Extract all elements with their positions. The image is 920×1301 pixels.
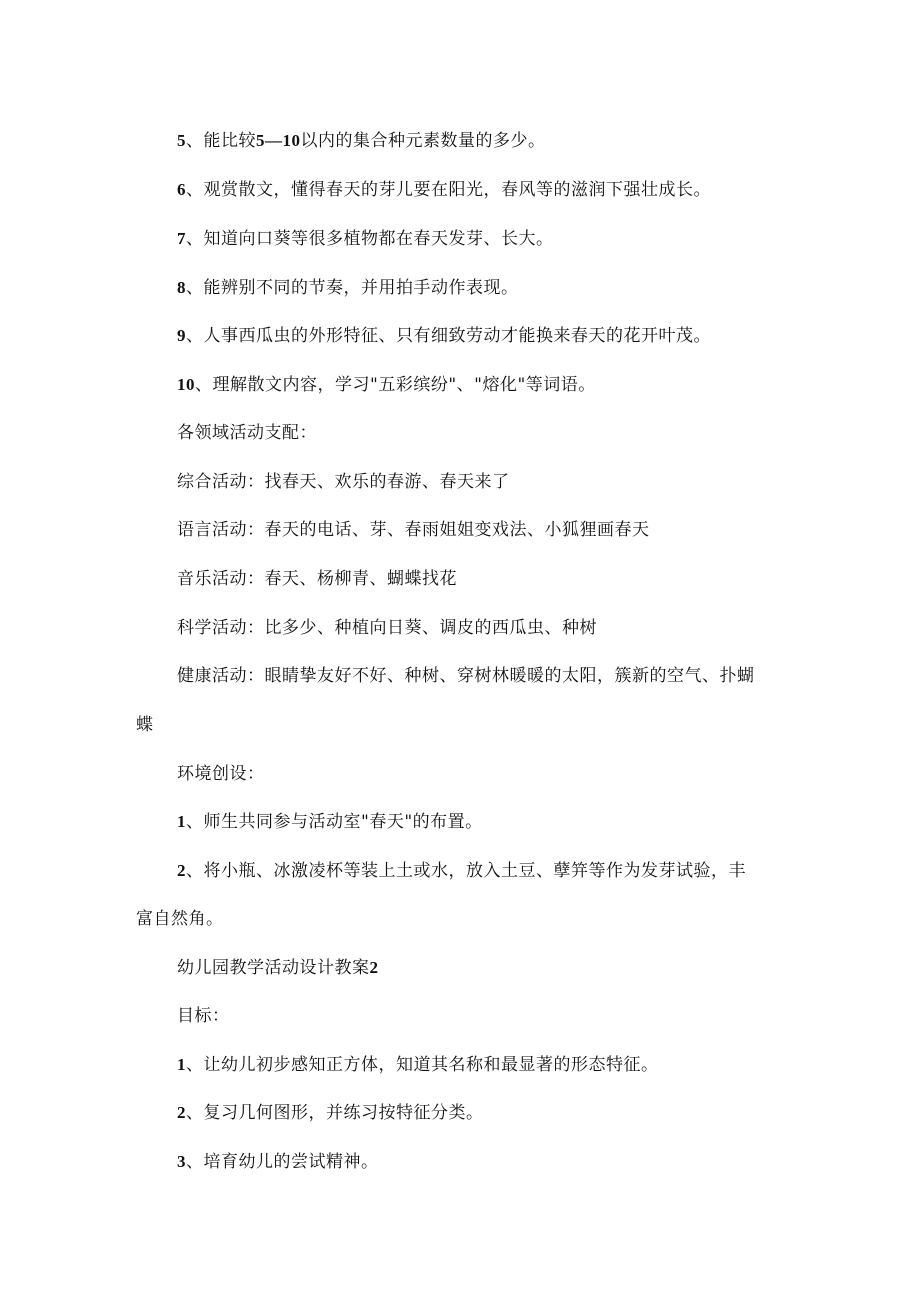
list-item — [177, 1053, 659, 1077]
item-number: 6 — [177, 180, 186, 199]
item-text: 、观赏散文，懂得春天的芽儿要在阳光，春风等的滋润下强壮成长。 — [186, 180, 711, 200]
item-text: 、将小瓶、冰激凌杯等装上土或水，放入土豆、孽笄等作为发芽试验，丰 — [186, 861, 746, 881]
activity-line: 综合活动：找春天、欢乐的春游、春天来了 — [177, 472, 510, 492]
list-item — [177, 859, 746, 883]
list-item — [177, 1150, 379, 1174]
item-number: 1 — [177, 812, 186, 831]
activity-line-continued: 蝶 — [136, 715, 154, 735]
list-item — [177, 129, 546, 153]
plan-title-text: 幼儿园教学活动设计教案 — [177, 958, 370, 978]
list-item — [177, 324, 711, 348]
section-heading: 各领域活动支配： — [177, 423, 317, 443]
item-number: 1 — [177, 1055, 186, 1074]
item-number: 8 — [177, 278, 186, 297]
plan-number: 2 — [369, 958, 379, 977]
item-number: 2 — [177, 861, 186, 880]
item-text: 、培育幼儿的尝试精神。 — [186, 1152, 379, 1172]
item-number: 5 — [177, 131, 186, 150]
list-item-continued: 富自然角。 — [136, 909, 224, 929]
list-item — [177, 373, 596, 397]
activity-line: 科学活动：比多少、种植向日葵、调皮的西瓜虫、种树 — [177, 618, 597, 638]
item-text: 、人事西瓜虫的外形特征、只有细致劳动才能换来春天的花开叶茂。 — [186, 326, 711, 346]
item-text: 、让幼儿初步感知正方体，知道其名称和最显著的形态特征。 — [186, 1055, 659, 1075]
plan-title — [177, 956, 379, 980]
activity-line: 健康活动：眼睛挚友好不好、种树、穿树林暖暖的太阳，簇新的空气、扑蝴 — [177, 666, 755, 686]
item-text: 、复习几何图形，并练习按特征分类。 — [186, 1103, 484, 1123]
item-text: 以内的集合种元素数量的多少。 — [300, 131, 546, 151]
activity-line: 音乐活动：春天、杨柳青、蝴蝶找花 — [177, 569, 457, 589]
item-number: 3 — [177, 1152, 186, 1171]
item-text: 、师生共同参与活动室"春天"的布置。 — [186, 812, 483, 832]
item-number: 7 — [177, 229, 186, 248]
item-text: 、理解散文内容，学习"五彩缤纷"、"熔化"等词语。 — [195, 375, 596, 395]
section-heading: 环境创设： — [177, 764, 265, 784]
list-item — [177, 227, 554, 251]
activity-line: 语言活动：春天的电话、芽、春雨姐姐变戏法、小狐狸画春天 — [177, 520, 650, 540]
item-number: 2 — [177, 1103, 186, 1122]
section-heading: 目标： — [177, 1006, 230, 1026]
item-number: 10 — [177, 375, 195, 394]
item-text: 、能辨别不同的节奏，并用拍手动作表现。 — [186, 278, 519, 298]
item-text: 、能比较 — [186, 131, 256, 151]
list-item — [177, 276, 519, 300]
item-range: 5—10 — [256, 131, 301, 150]
list-item — [177, 810, 483, 834]
item-number: 9 — [177, 326, 186, 345]
list-item — [177, 178, 711, 202]
item-text: 、知道向口葵等很多植物都在春天发芽、长大。 — [186, 229, 554, 249]
list-item — [177, 1101, 484, 1125]
